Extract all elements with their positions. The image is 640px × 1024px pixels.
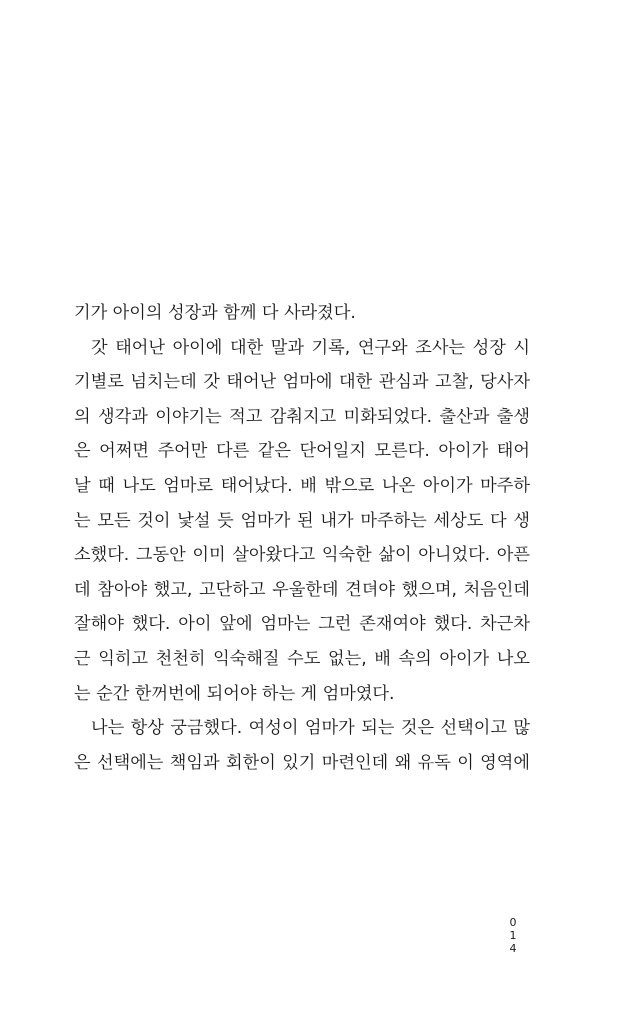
text-line: 갓 태어난 아이에 대한 말과 기록, 연구와 조사는 성장 시 bbox=[91, 337, 530, 358]
text-line: 근 익히고 천천히 익숙해질 수도 없는, 배 속의 아이가 나오 bbox=[74, 648, 530, 669]
page-number-digit: 1 bbox=[509, 929, 517, 942]
text-line: 은 어쩌면 주어만 다른 같은 단어일지 모른다. 아이가 태어 bbox=[74, 441, 530, 462]
text-line: 나는 항상 궁금했다. 여성이 엄마가 되는 것은 선택이고 많 bbox=[91, 718, 530, 739]
text-line: 기별로 넘치는데 갓 태어난 엄마에 대한 관심과 고찰, 당사자 bbox=[74, 372, 530, 393]
text-line: 날 때 나도 엄마로 태어났다. 배 밖으로 나온 아이가 마주하 bbox=[74, 475, 530, 496]
text-line: 의 생각과 이야기는 적고 감춰지고 미화되었다. 출산과 출생 bbox=[74, 406, 530, 427]
text-line: 데 참아야 했고, 고단하고 우울한데 견뎌야 했으며, 처음인데 bbox=[74, 579, 530, 600]
page-number-digit: 0 bbox=[509, 916, 517, 929]
text-line: 소했다. 그동안 이미 살아왔다고 익숙한 삶이 아니었다. 아픈 bbox=[74, 545, 530, 566]
text-line: 는 모든 것이 낯설 듯 엄마가 된 내가 마주하는 세상도 다 생 bbox=[74, 510, 530, 531]
text-line: 기가 아이의 성장과 함께 다 사라졌다. bbox=[74, 303, 356, 323]
text-line: 은 선택에는 책임과 회한이 있기 마련인데 왜 유독 이 영역에 bbox=[74, 752, 530, 773]
page-number bbox=[506, 916, 520, 955]
page-number-digit: 4 bbox=[509, 942, 517, 955]
text-line: 는 순간 한꺼번에 되어야 하는 게 엄마였다. bbox=[74, 683, 395, 704]
text-line: 잘해야 했다. 아이 앞에 엄마는 그런 존재여야 했다. 차근차 bbox=[74, 614, 530, 635]
body-text bbox=[74, 299, 530, 783]
